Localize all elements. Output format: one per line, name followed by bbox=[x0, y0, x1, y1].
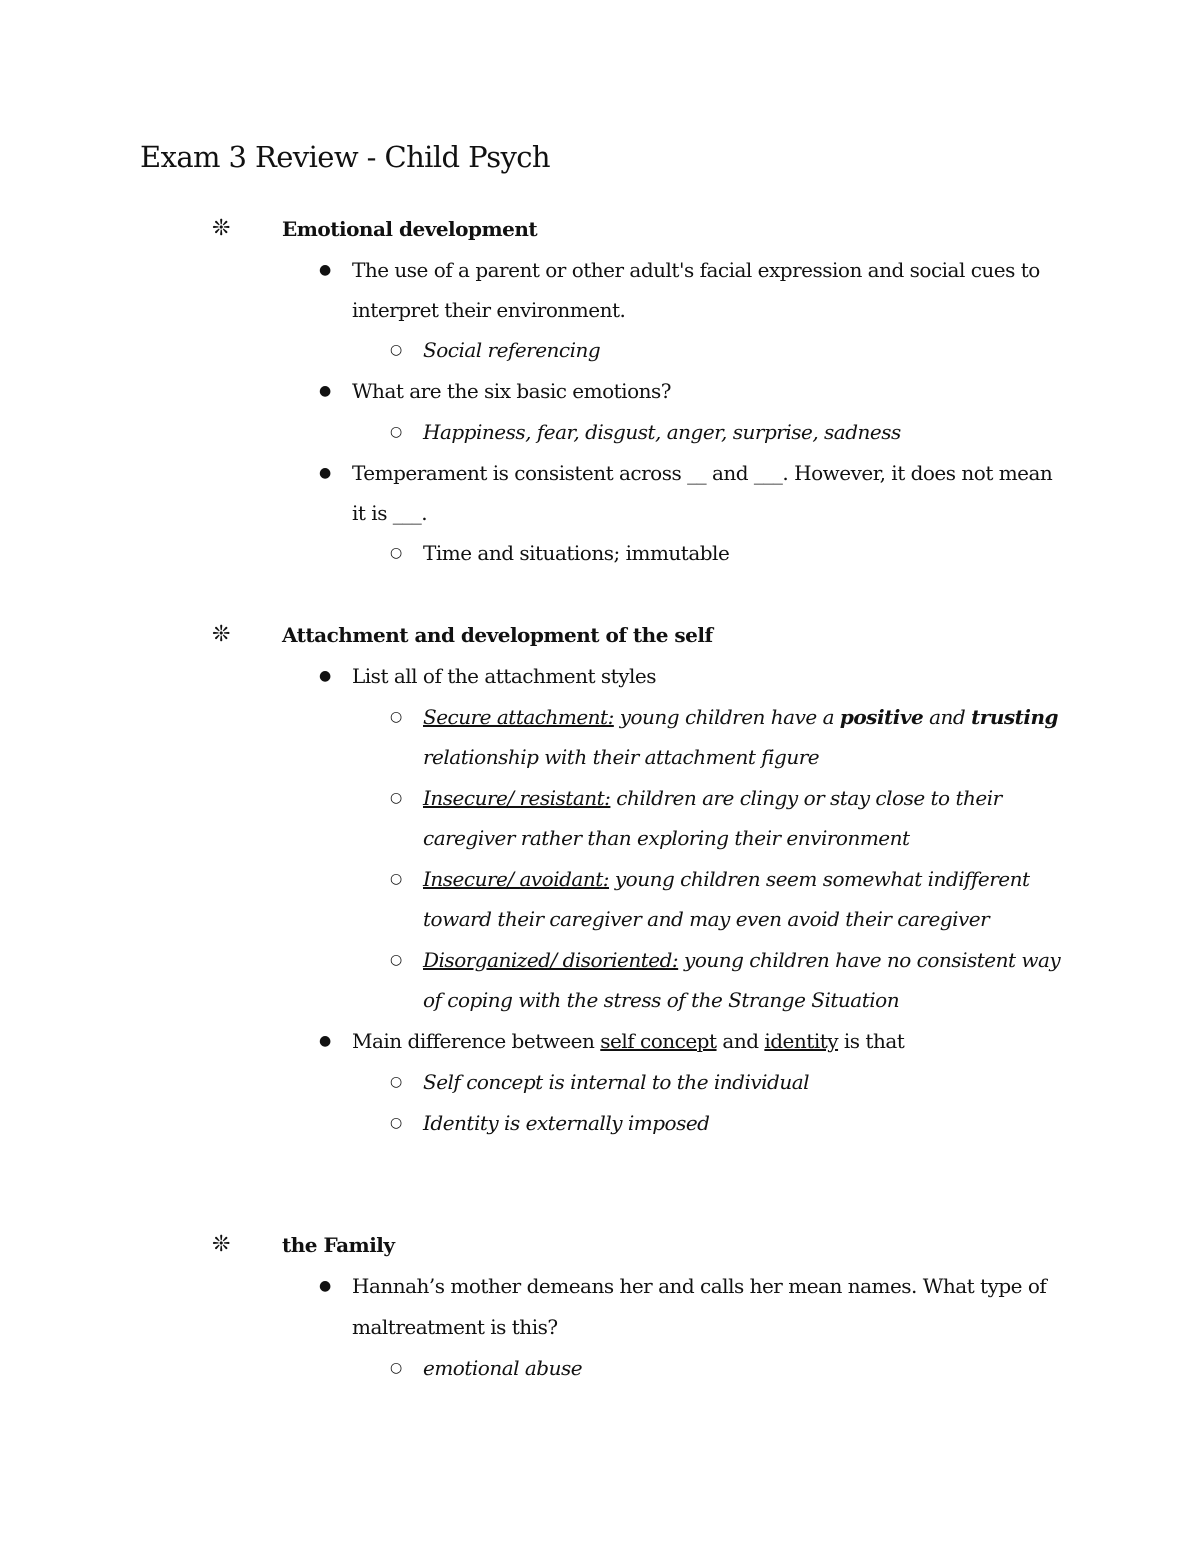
sub-bullet-icon: ○ bbox=[390, 709, 403, 725]
question-text: Temperament is consistent across __ and ___. However, it does not mean bbox=[352, 461, 1053, 485]
question-fragment: is that bbox=[838, 1029, 905, 1053]
question-text-continued: maltreatment is this? bbox=[352, 1315, 558, 1339]
style-term: Insecure/ resistant: bbox=[423, 786, 611, 810]
attachment-style-avoidant bbox=[423, 859, 1030, 899]
answer-text: Social referencing bbox=[423, 338, 601, 362]
question-text-continued: interpret their environment. bbox=[352, 298, 626, 322]
attachment-style-disorganized bbox=[423, 940, 1060, 980]
style-description-continued: of coping with the stress of the Strange Situation bbox=[423, 988, 900, 1012]
answer-text: emotional abuse bbox=[423, 1356, 583, 1380]
bullet-icon: ● bbox=[319, 1278, 332, 1294]
attachment-style-secure bbox=[423, 697, 1058, 737]
sub-bullet-icon: ○ bbox=[390, 545, 403, 561]
style-description: children are clingy or stay close to their bbox=[610, 786, 1002, 810]
answer-text: Identity is externally imposed bbox=[423, 1111, 710, 1135]
bullet-icon: ● bbox=[319, 262, 332, 278]
question-fragment: Main difference between bbox=[352, 1029, 601, 1053]
sub-bullet-icon: ○ bbox=[390, 424, 403, 440]
question-text: The use of a parent or other adult's facial expression and social cues to bbox=[352, 258, 1040, 282]
question-text-continued: it is ___. bbox=[352, 501, 428, 525]
bullet-icon: ● bbox=[319, 383, 332, 399]
question-text: Hannah’s mother demeans her and calls her mean names. What type of bbox=[352, 1274, 1047, 1298]
section-heading: the Family bbox=[282, 1233, 395, 1257]
section-marker-icon: ❊ bbox=[212, 622, 231, 647]
sub-bullet-icon: ○ bbox=[390, 952, 403, 968]
underlined-term: self concept bbox=[600, 1029, 717, 1053]
style-description: young children have a bbox=[613, 705, 840, 729]
answer-text: Self concept is internal to the individual bbox=[423, 1070, 810, 1094]
answer-text: Time and situations; immutable bbox=[423, 541, 730, 565]
section-marker-icon: ❊ bbox=[212, 216, 231, 241]
document-title: Exam 3 Review - Child Psych bbox=[140, 140, 550, 174]
bullet-icon: ● bbox=[319, 465, 332, 481]
answer-text: Happiness, fear, disgust, anger, surprise, sadness bbox=[423, 420, 901, 444]
question-fragment: and bbox=[716, 1029, 765, 1053]
question-text bbox=[352, 1021, 904, 1061]
style-term: Disorganized/ disoriented: bbox=[423, 948, 679, 972]
style-description: young children have no consistent way bbox=[678, 948, 1061, 972]
style-term: Insecure/ avoidant: bbox=[423, 867, 609, 891]
underlined-term: identity bbox=[764, 1029, 839, 1053]
style-term: Secure attachment: bbox=[423, 705, 614, 729]
section-marker-icon: ❊ bbox=[212, 1232, 231, 1257]
bullet-icon: ● bbox=[319, 1033, 332, 1049]
sub-bullet-icon: ○ bbox=[390, 1074, 403, 1090]
sub-bullet-icon: ○ bbox=[390, 342, 403, 358]
sub-bullet-icon: ○ bbox=[390, 790, 403, 806]
question-text: What are the six basic emotions? bbox=[352, 379, 671, 403]
bullet-icon: ● bbox=[319, 668, 332, 684]
section-heading: Emotional development bbox=[282, 217, 538, 241]
style-description: and bbox=[923, 705, 972, 729]
sub-bullet-icon: ○ bbox=[390, 1360, 403, 1376]
section-heading: Attachment and development of the self bbox=[282, 623, 713, 647]
emphasis-text: trusting bbox=[971, 705, 1058, 729]
emphasis-text: positive bbox=[839, 705, 924, 729]
attachment-style-resistant bbox=[423, 778, 1002, 818]
sub-bullet-icon: ○ bbox=[390, 1115, 403, 1131]
style-description-continued: caregiver rather than exploring their environment bbox=[423, 826, 910, 850]
style-description-continued: relationship with their attachment figure bbox=[423, 745, 820, 769]
question-text: List all of the attachment styles bbox=[352, 664, 656, 688]
sub-bullet-icon: ○ bbox=[390, 871, 403, 887]
style-description-continued: toward their caregiver and may even avoid their caregiver bbox=[423, 907, 990, 931]
style-description: young children seem somewhat indifferent bbox=[609, 867, 1030, 891]
